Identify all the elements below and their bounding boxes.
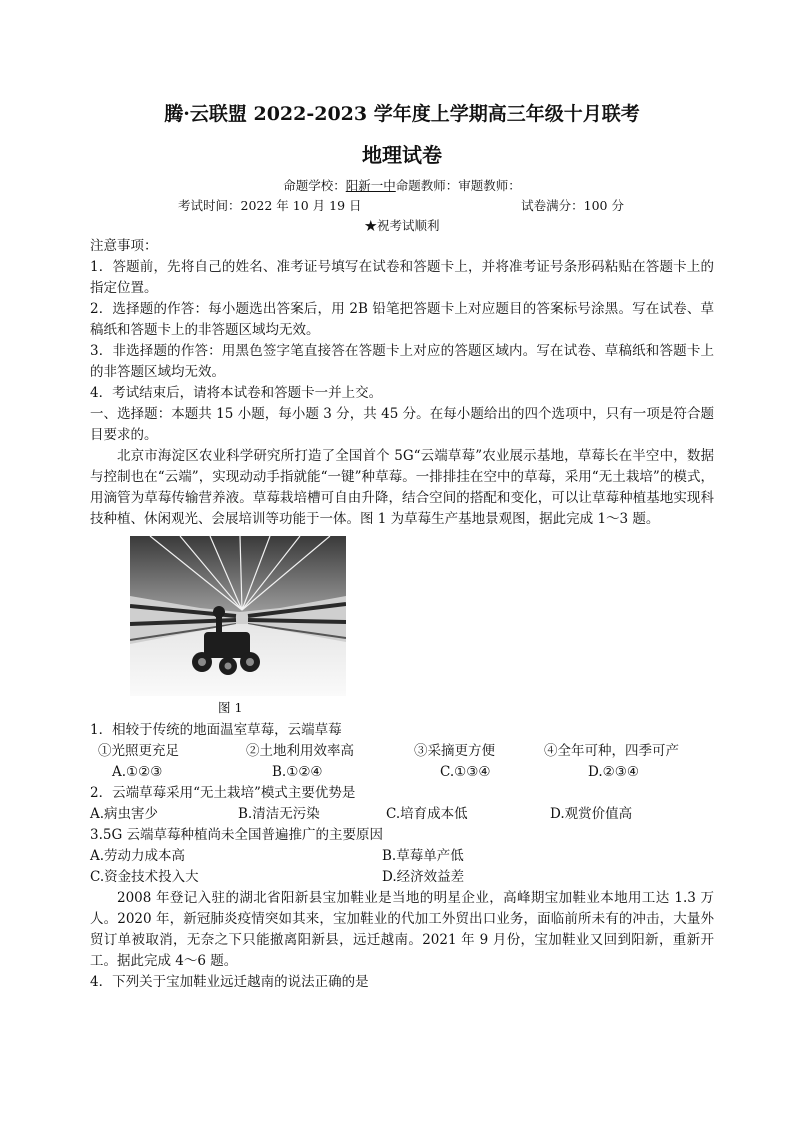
question-4-stem: 4．下列关于宝加鞋业远迁越南的说法正确的是 [90,974,369,990]
option-a: A.病虫害少 [90,806,159,822]
exam-meta [90,196,714,216]
exam-time: 考试时间：2022 年 10 月 19 日 [178,198,362,213]
passage-shoe-factory: 2008 年登记入驻的湖北省阳新县宝加鞋业是当地的明星企业，高峰期宝加鞋业本地用工达 1.3 万人。2020 年，新冠肺炎疫情突如其来，宝加鞋业的代加工外贸出口业务，面临前所未有的冲击，大量外贸订单被取消，无奈之下只能撤离阳新县，远迁越南。2021 年 9 月份，宝加鞋业又回到阳新，重新开工。据此完成 4～6 题。 [90,890,714,969]
exam-page [90,100,714,993]
author-suffix: 命题教师：审题教师： [395,178,521,193]
full-score: 试卷满分：100 分 [521,198,624,213]
statement-item: ④全年可种，四季可产 [544,743,679,759]
passage-strawberry: 北京市海淀区农业科学研究所打造了全国首个 5G“云端草莓”农业展示基地，草莓长在半空中，数据与控制也在“云端”，实现动动手指就能“一键”种草莓。一排排挂在空中的草莓，采用“无土栽培”的模式，用滴管为草莓传输营养液。草莓栽培槽可自由升降，结合空间的搭配和变化，可以让草莓种植基地实现科技种植、休闲观光、会展培训等功能于一体。图 1 为草莓生产基地景观图，据此完成 1～3 题。 [90,448,714,527]
question-3-options [90,846,714,888]
option-d: D.观赏价值高 [550,806,633,822]
note-item: 2．选择题的作答：每小题选出答案后，用 2B 铅笔把答题卡上对应题目的答案标号涂黑。写在试卷、草稿纸和答题卡上的非答题区域均无效。 [90,301,714,338]
statement-item: ①光照更充足 [98,743,179,759]
note-item: 3．非选择题的作答：用黑色签字笔直接答在答题卡上对应的答题区域内。写在试卷、草稿纸和答题卡上的非答题区域均无效。 [90,343,714,380]
option-c: C.资金技术投入大 [90,869,199,885]
statement-item: ③采摘更方便 [414,743,495,759]
question-2-options [90,804,714,825]
option-a: A.劳动力成本高 [90,848,186,864]
question-1-statements [90,741,714,762]
question-2-stem: 2．云端草莓采用“无土栽培”模式主要优势是 [90,785,356,801]
question-3-stem: 3.5G 云端草莓种植尚未全国普遍推广的主要原因 [90,827,384,843]
option-a: A.①②③ [112,764,163,780]
note-item: 1．答题前，先将自己的姓名、准考证号填写在试卷和答题卡上，并将准考证号条形码粘贴在答题卡上的指定位置。 [90,259,714,296]
figure-caption: 图 1 [218,700,243,715]
option-c: C.①③④ [440,764,491,780]
author-prefix: 命题学校： [283,178,346,193]
question-1-stem: 1．相较于传统的地面温室草莓，云端草莓 [90,722,342,738]
notes-heading: 注意事项： [90,238,158,254]
author-line [90,176,714,196]
option-d: D.经济效益差 [382,869,465,885]
statement-item: ②土地利用效率高 [246,743,354,759]
option-b: B.①②④ [272,764,323,780]
option-c: C.培育成本低 [386,806,468,822]
school-name: 阳新一中 [345,178,396,193]
subject-title: 地理试卷 [362,143,442,167]
exam-title: 腾·云联盟 2022-2023 学年度上学期高三年级十月联考 [164,103,640,125]
good-luck-line: ★祝考试顺利 [364,218,440,233]
option-b: B.草莓单产低 [382,848,464,864]
strawberry-greenhouse-photo [130,536,346,696]
option-b: B.清洁无污染 [238,806,320,822]
section-heading: 一、选择题：本题共 15 小题，每小题 3 分，共 45 分。在每小题给出的四个选项中，只有一项是符合题目要求的。 [90,406,714,443]
note-item: 4．考试结束后，请将本试卷和答题卡一并上交。 [90,385,383,401]
option-d: D.②③④ [588,764,639,780]
figure-1 [130,536,348,720]
question-1-options [90,762,714,783]
